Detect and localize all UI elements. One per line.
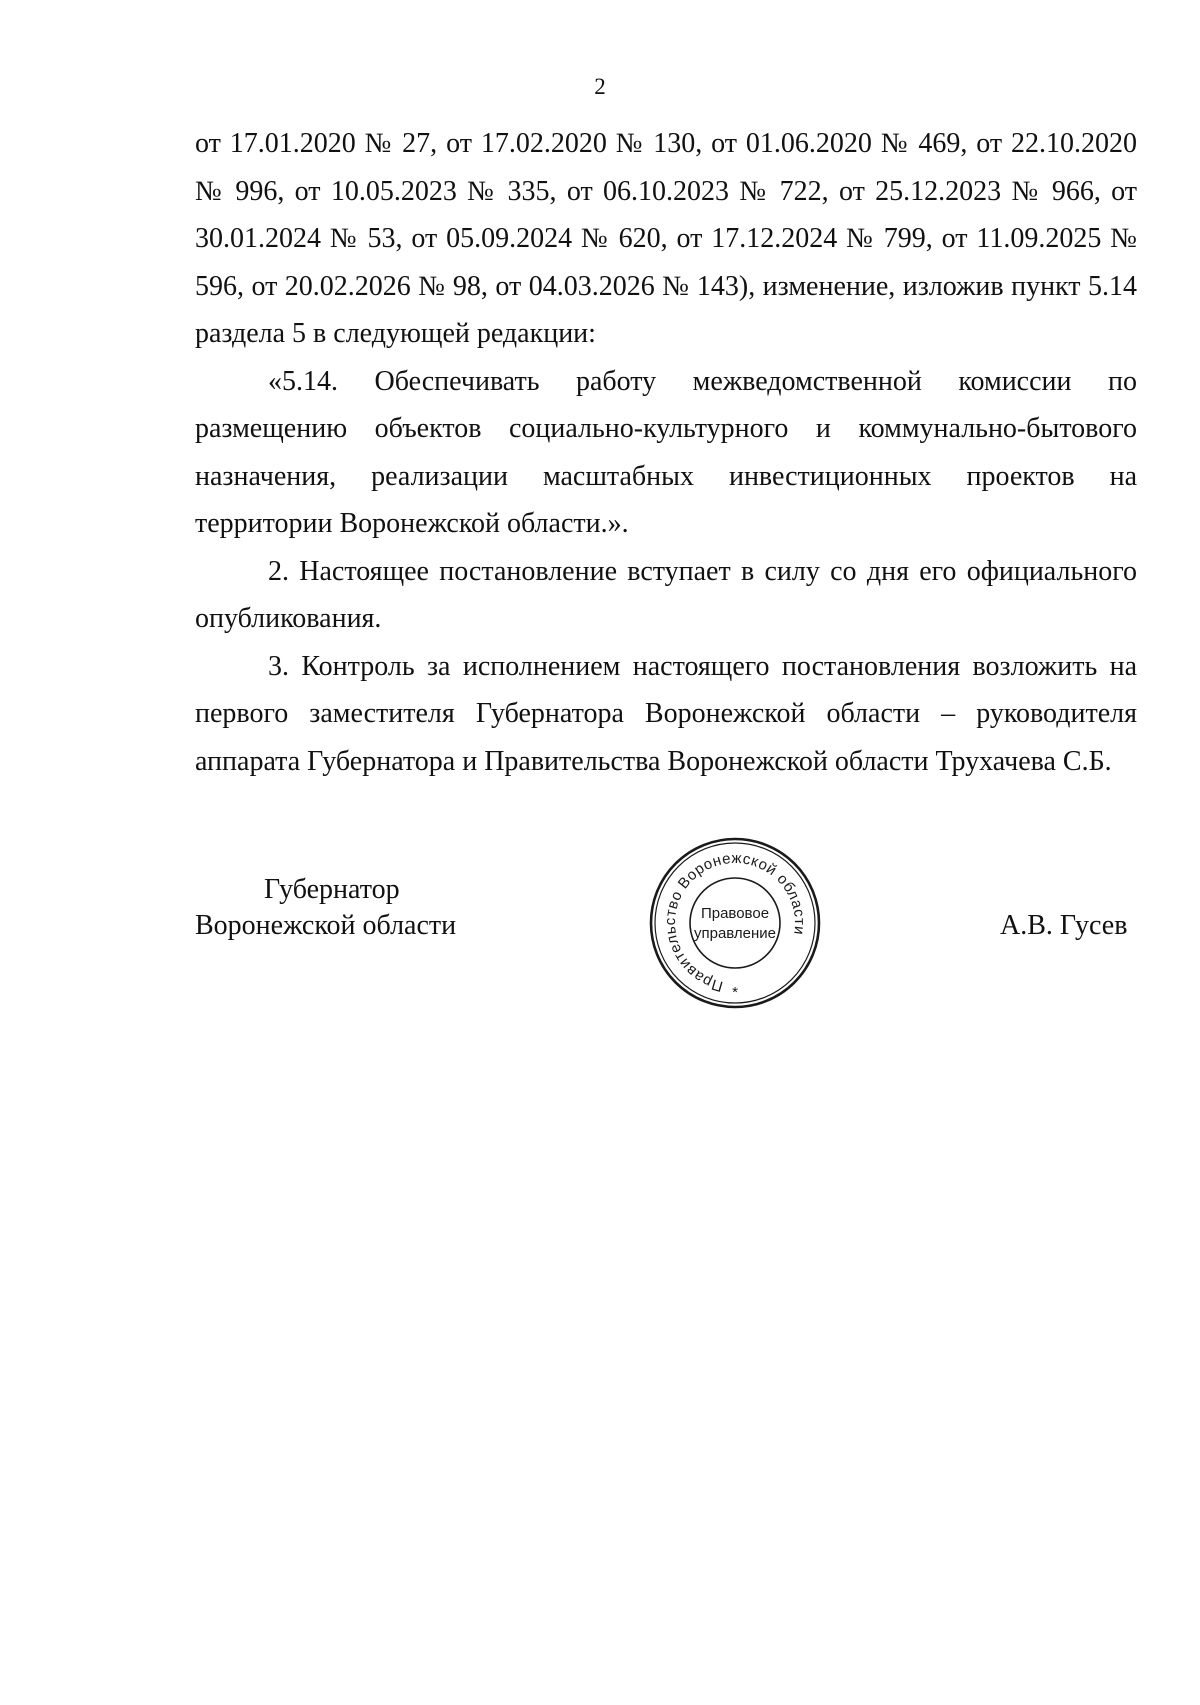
document-body xyxy=(195,120,1137,785)
signatory-title-line1: Губернатор xyxy=(264,874,400,905)
stamp-star-icon: * xyxy=(732,984,738,1001)
paragraph-clause-5-14: «5.14. Обеспечивать работу межведомственной комиссии по размещению объектов социально-культурного и коммунально-бытового назначения, реализации масштабных инвестиционных проектов на территории Воронежской области.». xyxy=(195,365,1137,539)
paragraph-item-3: 3. Контроль за исполнением настоящего постановления возложить на первого заместителя Губернатора Воронежской области – руководителя аппарата Губернатора и Правительства Воронежской области Трухачева С.Б. xyxy=(195,650,1137,777)
stamp-inner-ring xyxy=(690,878,780,968)
stamp-ring-text: Правительство Воронежской области xyxy=(661,849,809,995)
signatory-title-line2: Воронежской области xyxy=(195,910,457,941)
signatory-name: А.В. Гусев xyxy=(1000,910,1128,941)
stamp-center-line2: управление xyxy=(693,925,777,942)
official-seal-stamp xyxy=(648,836,822,1010)
paragraph-item-2: 2. Настоящее постановление вступает в силу со дня его официального опубликования. xyxy=(195,555,1137,634)
stamp-outer-ring-inner xyxy=(655,843,815,1003)
page-number: 2 xyxy=(594,74,606,99)
signatory-title xyxy=(195,872,456,944)
paragraph-amendment-list: от 17.01.2020 № 27, от 17.02.2020 № 130, от 01.06.2020 № 469, от 22.10.2020 № 996, от 10.05.2023 № 335, от 06.10.2023 № 722, от 25.12.2023 № 966, от 30.01.2024 № 53, от 05.09.2024 № 620, от 17.12.2024 № 799, от 11.09.2025 № 596, от 20.02.2026 № 98, от 04.03.2026 № 143), изменение, изложив пункт 5.14 раздела 5 в следующей редакции: xyxy=(195,128,1137,349)
stamp-center-line1: Правовое xyxy=(700,905,770,922)
